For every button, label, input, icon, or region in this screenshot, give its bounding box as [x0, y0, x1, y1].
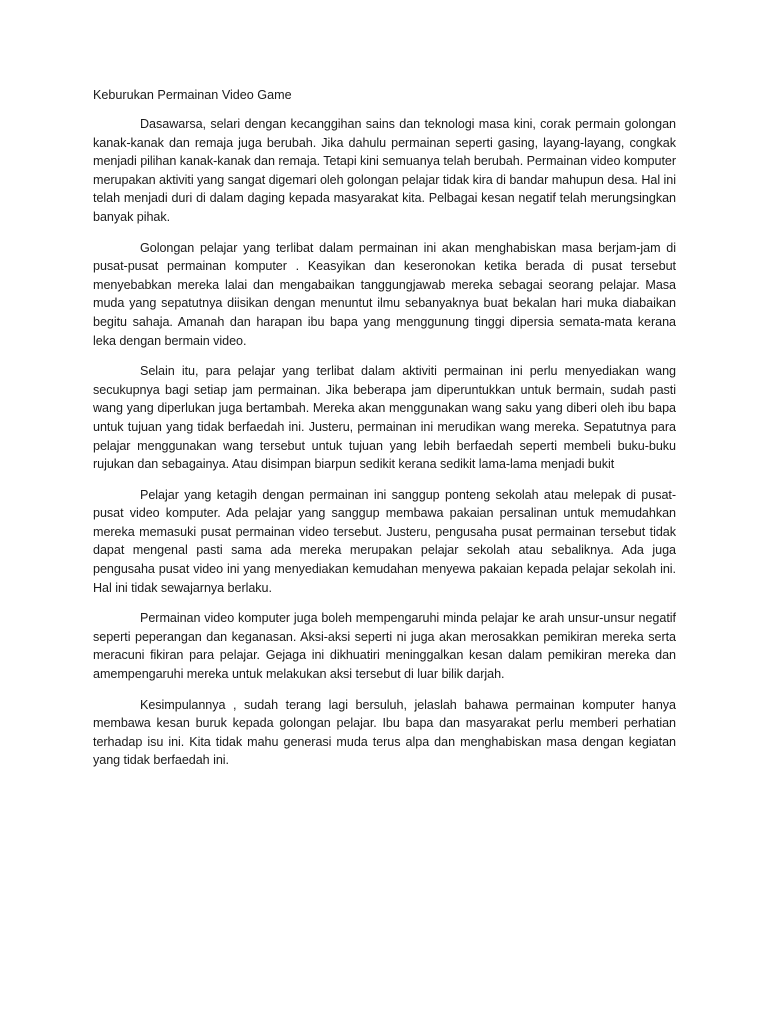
paragraph-negative-influence: Permainan video komputer juga boleh mempengaruhi minda pelajar ke arah unsur-unsur negatif seperti peperangan dan keganasan. Aksi-aksi seperti ni juga akan merosakkan pemikiran mereka serta meracuni fikiran para pelajar. Gejaga ini dikhuatiri meninggalkan kesan dalam pemikiran mereka dan amempengaruhi mereka untuk melakukan aksi tersebut di luar bilik darjah.	[93, 611, 676, 682]
paragraph-time-wasting: Golongan pelajar yang terlibat dalam permainan ini akan menghabiskan masa berjam-jam di pusat-pusat permainan komputer . Keasyikan dan keseronokan ketika berada di pusat tersebut menyebabkan mereka lalai dan mengabaikan tanggungjawab mereka sebagai seorang pelajar. Masa muda yang sepatutnya diisikan dengan menuntut ilmu sebanyaknya buat bekalan hari muka diabaikan begitu sahaja. Amanah dan harapan ibu bapa yang menggunung tinggi dipersia semata-mata kerana leka dengan bermain video.	[93, 240, 676, 348]
paragraph-intro: Dasawarsa, selari dengan kecanggihan sains dan teknologi masa kini, corak permain golongan kanak-kanak dan remaja juga berubah. Jika dahulu permainan seperti gasing, layang-layang, congkak menjadi pilihan kanak-kanak dan remaja. Tetapi kini semuanya telah berubah. Permainan video komputer merupakan aktiviti yang sangat digemari oleh golongan pelajar tidak kira di bandar mahupun desa. Hal ini telah menjadi duri di dalam daging kepada masyarakat kita. Pelbagai kesan negatif telah merungsingkan banyak pihak.	[93, 117, 676, 224]
document-page	[93, 86, 676, 782]
paragraph-conclusion: Kesimpulannya , sudah terang lagi bersuluh, jelaslah bahawa permainan komputer hanya membawa kesan buruk kepada golongan pelajar. Ibu bapa dan masyarakat perlu memberi perhatian terhadap isu ini. Kita tidak mahu generasi muda terus alpa dan menghabiskan masa dengan kegiatan yang tidak berfaedah ini.	[93, 697, 676, 768]
document-title: Keburukan Permainan Video Game	[93, 88, 292, 102]
paragraph-money: Selain itu, para pelajar yang terlibat dalam aktiviti permainan ini perlu menyediakan wang secukupnya bagi setiap jam permainan. Jika beberapa jam diperuntukkan untuk bermain, sudah pasti wang yang diperlukan juga bertambah. Mereka akan menggunakan wang saku yang diberi oleh ibu bapa untuk tujuan yang tidak berfaedah ini. Justeru, permainan ini merudikan wang mereka. Sepatutnya para pelajar menggunakan wang tersebut untuk tujuan yang lebih berfaedah seperti membeli buku-buku rujukan dan sebagainya. Atau disimpan biarpun sedikit kerana sedikit lama-lama menjadi bukit	[93, 364, 676, 472]
paragraph-truancy: Pelajar yang ketagih dengan permainan ini sanggup ponteng sekolah atau melepak di pusat-pusat video komputer. Ada pelajar yang sanggup membawa pakaian persalinan untuk memudahkan mereka memasuki pusat permainan video tersebut. Justeru, pengusaha pusat permainan tersebut tidak dapat mengenal pasti sama ada mereka merupakan pelajar sekolah atau sebaliknya. Ada juga pengusaha pusat video ini yang menyediakan kemudahan menyewa pakaian kepada pelajar sekolah ini. Hal ini tidak sewajarnya berlaku.	[93, 487, 676, 595]
